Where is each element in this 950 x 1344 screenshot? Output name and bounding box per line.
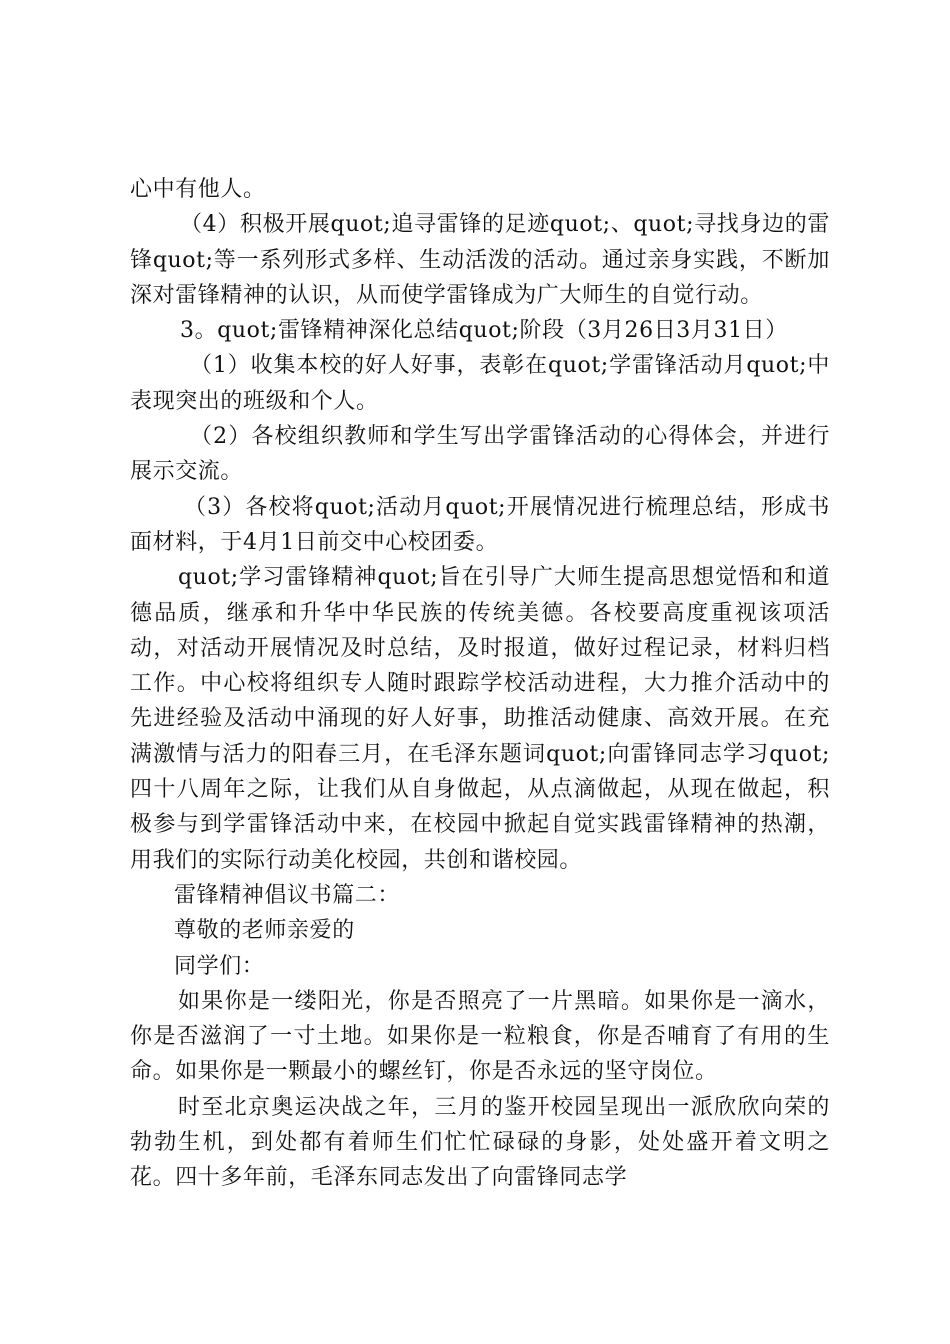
section-heading-part-two: 雷锋精神倡议书篇二： xyxy=(174,882,401,908)
paragraph-item-2: （2）各校组织教师和学生写出学雷锋活动的心得体会，并进行展示交流。 xyxy=(130,424,830,485)
paragraph-continuation: 心中有他人。 xyxy=(130,177,266,202)
paragraph-if-you-are: 如果你是一缕阳光，你是否照亮了一片黑暗。如果你是一滴水，你是否滋润了一寸土地。如果你是一粒粮食，你是否哺育了有用的生命。如果你是一颗最小的螺丝钉，你是否永远的坚守岗位。 xyxy=(130,988,830,1085)
document-body xyxy=(130,172,830,1196)
paragraph-stage-3-heading: 3。quot;雷锋精神深化总结quot;阶段（3月26日3月31日） xyxy=(180,318,788,344)
paragraph-item-1: （1）收集本校的好人好事，表彰在quot;学雷锋活动月quot;中表现突出的班级和个人。 xyxy=(130,353,830,414)
paragraph-item-4: （4）积极开展quot;追寻雷锋的足迹quot;、quot;寻找身边的雷锋quot;等一系列形式多样、生动活泼的活动。通过亲身实践，不断加深对雷锋精神的认识，从而使学雷锋成为广大师生的自觉行动。 xyxy=(130,212,830,308)
paragraph-conclusion: quot;学习雷锋精神quot;旨在引导广大师生提高思想觉悟和和道德品质，继承和升华中华民族的传统美德。各校要高度重视该项活动，对活动开展情况及时总结，及时报道，做好过程记录，材料归档工作。中心校将组织专人随时跟踪学校活动进程，大力推介活动中的先进经验及活动中涌现的好人好事，助推活动健康、高效开展。在充满激情与活力的阳春三月，在毛泽东题词quot;向雷锋同志学习quot;四十八周年之际，让我们从自身做起，从点滴做起，从现在做起，积极参与到学雷锋活动中来，在校园中掀起自觉实践雷锋精神的热潮，用我们的实际行动美化校园，共创和谐校园。 xyxy=(130,565,830,873)
paragraph-olympic-year: 时至北京奥运决战之年，三月的鉴开校园呈现出一派欣欣向荣的勃勃生机，到处都有着师生们忙忙碌碌的身影，处处盛开着文明之花。四十多年前，毛泽东同志发出了向雷锋同志学 xyxy=(130,1094,830,1191)
salutation-line-1: 尊敬的老师亲爱的 xyxy=(174,918,355,944)
paragraph-item-3: （3）各校将quot;活动月quot;开展情况进行梳理总结，形成书面材料，于4月1日前交中心校团委。 xyxy=(130,494,830,555)
salutation-line-2: 同学们： xyxy=(174,953,265,979)
